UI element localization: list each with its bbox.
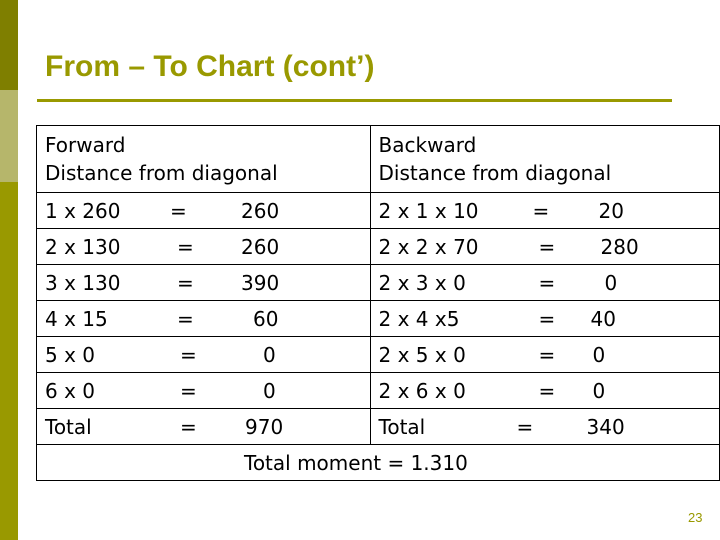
- slide-title: From – To Chart (cont’): [45, 50, 375, 83]
- backward-cell: [370, 301, 719, 337]
- side-accent-segment-bottom: [0, 182, 18, 540]
- backward-equals: =: [538, 270, 556, 295]
- backward-value: 20: [598, 198, 624, 223]
- table-row: [37, 409, 720, 445]
- forward-value: 260: [241, 234, 280, 259]
- forward-equals: =: [177, 306, 194, 331]
- forward-expression: 3 x 130: [45, 270, 121, 295]
- forward-expression: 2 x 130: [45, 234, 121, 259]
- backward-equals: =: [516, 414, 534, 439]
- forward-cell: [37, 373, 371, 409]
- forward-value: 0: [263, 378, 276, 403]
- from-to-table: [36, 125, 720, 481]
- backward-cell: [370, 409, 719, 445]
- backward-cell: [370, 193, 719, 229]
- backward-total-value: 340: [586, 414, 625, 439]
- forward-cell: [37, 409, 371, 445]
- forward-value: 60: [253, 306, 279, 331]
- backward-subheader: Distance from diagonal: [378, 161, 612, 185]
- backward-total-label: Total: [378, 414, 426, 439]
- side-accent-segment-middle: [0, 90, 18, 182]
- page-number: 23: [688, 510, 703, 525]
- forward-equals: =: [177, 234, 194, 259]
- forward-cell: [37, 265, 371, 301]
- table-header-row: [37, 126, 720, 193]
- forward-cell: [37, 337, 371, 373]
- backward-equals: =: [538, 234, 556, 259]
- forward-header: Forward: [45, 133, 126, 157]
- table-footer-row: [37, 445, 720, 481]
- forward-equals: =: [180, 414, 197, 439]
- table-row: [37, 265, 720, 301]
- forward-total-label: Total: [45, 414, 92, 439]
- total-moment-cell: [37, 445, 720, 481]
- backward-expression: 2 x 5 x 0: [378, 342, 466, 367]
- backward-expression: 2 x 6 x 0: [378, 378, 466, 403]
- backward-equals: =: [538, 378, 556, 403]
- table-row: [37, 301, 720, 337]
- forward-value: 390: [241, 270, 280, 295]
- backward-cell: [370, 265, 719, 301]
- title-underline: [37, 99, 672, 102]
- backward-value: 280: [600, 234, 639, 259]
- forward-cell: [37, 229, 371, 265]
- forward-expression: 6 x 0: [45, 378, 95, 403]
- forward-cell: [37, 193, 371, 229]
- backward-value: 0: [592, 342, 606, 367]
- backward-value: 0: [604, 270, 618, 295]
- forward-cell: [37, 301, 371, 337]
- table-row: [37, 373, 720, 409]
- forward-equals: =: [170, 198, 187, 223]
- forward-equals: =: [180, 378, 197, 403]
- backward-header-cell: [370, 126, 719, 193]
- total-moment: Total moment = 1.310: [244, 450, 468, 475]
- forward-value: 260: [241, 198, 280, 223]
- backward-expression: 2 x 1 x 10: [378, 198, 479, 223]
- backward-equals: =: [532, 198, 550, 223]
- table-row: [37, 193, 720, 229]
- forward-subheader: Distance from diagonal: [45, 161, 278, 185]
- forward-equals: =: [180, 342, 197, 367]
- backward-expression: 2 x 3 x 0: [378, 270, 466, 295]
- backward-expression: 2 x 2 x 70: [378, 234, 479, 259]
- side-accent-bar: [0, 0, 18, 540]
- forward-header-cell: [37, 126, 371, 193]
- backward-cell: [370, 229, 719, 265]
- backward-cell: [370, 373, 719, 409]
- backward-expression: 2 x 4 x5: [378, 306, 460, 331]
- forward-equals: =: [177, 270, 194, 295]
- table-row: [37, 229, 720, 265]
- forward-expression: 4 x 15: [45, 306, 108, 331]
- forward-expression: 5 x 0: [45, 342, 95, 367]
- backward-header: Backward: [378, 133, 477, 157]
- backward-equals: =: [538, 306, 556, 331]
- backward-cell: [370, 337, 719, 373]
- backward-value: 0: [592, 378, 606, 403]
- forward-value: 0: [263, 342, 276, 367]
- backward-value: 40: [590, 306, 616, 331]
- side-accent-segment-top: [0, 0, 18, 90]
- table-row: [37, 337, 720, 373]
- backward-equals: =: [538, 342, 556, 367]
- forward-total-value: 970: [245, 414, 284, 439]
- forward-expression: 1 x 260: [45, 198, 121, 223]
